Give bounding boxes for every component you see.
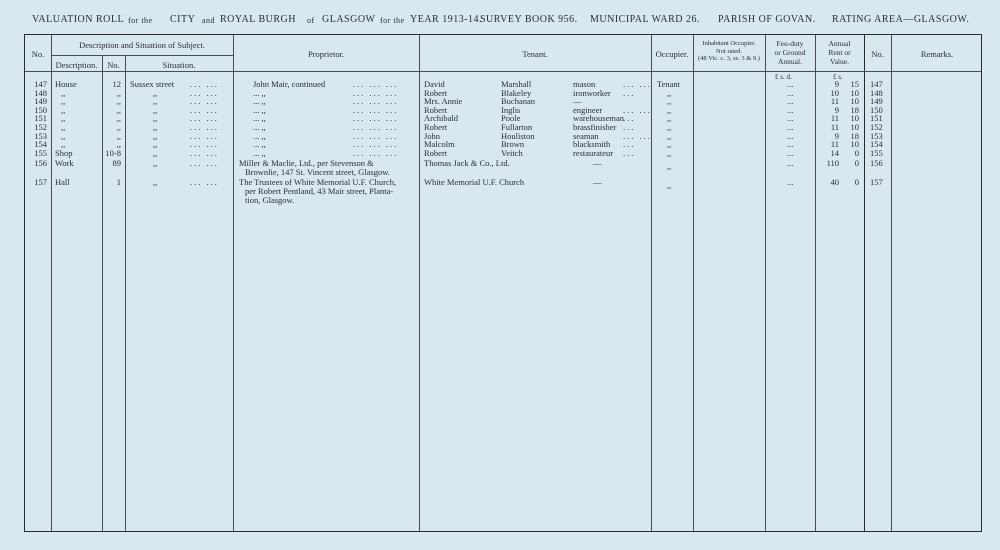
row-situation-dots: ... ... [190, 177, 219, 187]
row-description: Work [55, 158, 74, 168]
row-tenant-last: Houliston [501, 130, 535, 141]
row-situation-dots: ... ... [190, 87, 219, 98]
row-tenant-occupation: ironworker [573, 87, 611, 98]
row-situation-dots: ... ... [190, 139, 219, 150]
row-situation-dots: ... ... [190, 79, 219, 89]
row-tenant-last: Fullarton [501, 122, 533, 132]
row-proprietor-line1: Miller & Maclie, Ltd., per Stevenson & [239, 158, 374, 168]
row-tenant-dots: ... [623, 139, 636, 150]
row-tenant-dots: ... ... [623, 104, 652, 115]
feu-line1: Feu-duty [776, 39, 804, 48]
row-occupier: ,, [667, 147, 672, 158]
row-tenant-occupation: seaman [573, 130, 599, 141]
header-survey: SURVEY BOOK 956. [480, 14, 578, 25]
row-no-right: 152 [870, 122, 883, 132]
row-number: 89 [112, 158, 121, 168]
col-header-no-right: No. [871, 49, 884, 59]
row-situation: ,, [153, 87, 158, 98]
row-situation-dots: ... ... [190, 113, 219, 124]
row-tenant: White Memorial U.F. Church [424, 177, 525, 187]
row-no: 152 [34, 122, 47, 132]
row-no-right: 156 [870, 158, 883, 168]
row-number: ,, [116, 139, 121, 150]
row-no: 156 [34, 158, 47, 168]
row-situation: ,, [153, 130, 158, 141]
row-occupier: ,, [667, 104, 672, 115]
row-situation-dots: ... ... [190, 104, 219, 115]
row-pounds: 9 [834, 104, 839, 115]
col-header-no: No. [31, 49, 45, 59]
row-shillings: 10 [850, 96, 859, 107]
row-tenant-dots: ... ... [623, 79, 652, 89]
row-proprietor: ... ,, [253, 139, 266, 150]
row-occupier: ,, [667, 113, 672, 124]
row-tenant-first: Archibald [424, 113, 458, 124]
row-proprietor-line1: The Trustees of White Memorial U.F. Church, [239, 177, 397, 187]
row-feu-dots: ... [787, 147, 794, 158]
header-burgh: ROYAL BURGH [220, 14, 296, 25]
row-description: ,, [61, 130, 66, 141]
row-no-right: 151 [870, 113, 883, 124]
rent-units: £ s. [833, 73, 843, 81]
row-proprietor-dots: ... ... ... [353, 139, 399, 150]
row-situation-dots: ... ... [190, 158, 219, 168]
col-header-tenant: Tenant. [522, 49, 548, 59]
row-number: 10-8 [105, 147, 121, 158]
row-description: Shop [55, 147, 73, 158]
row-tenant-first: John [424, 130, 441, 141]
row-no: 147 [34, 79, 47, 89]
row-proprietor: ... ,, [253, 147, 266, 158]
col-header-situation: Situation. [162, 60, 196, 70]
feu-line2: or Ground [774, 48, 806, 57]
row-proprietor: ... ,, [253, 87, 266, 98]
row-description: House [55, 79, 77, 89]
col-header-feu [765, 39, 815, 66]
row-proprietor-line2: per Robert Pentland, 43 Mair street, Planta- [245, 186, 394, 196]
header-glasgow: GLASGOW [322, 14, 376, 25]
row-proprietor-dots: ... ... ... [353, 87, 399, 98]
inhabitant-line3: (48 Vic. c. 3, ss. 3 & 9.) [698, 55, 760, 62]
header-title: VALUATION ROLL [32, 14, 125, 25]
row-number: ,, [116, 122, 121, 132]
header-area: RATING AREA—GLASGOW. [832, 14, 970, 25]
row-situation: ,, [153, 177, 158, 187]
valuation-table [24, 34, 982, 532]
row-proprietor-dots: ... ... ... [353, 130, 399, 141]
row-tenant-dots: ... [623, 87, 636, 98]
row-feu-dots: ... [787, 104, 794, 115]
row-situation-dots: ... ... [190, 96, 219, 107]
row-proprietor-line3: tion, Glasgow. [245, 195, 295, 205]
row-situation-dots: ... ... [190, 122, 219, 132]
row-occupier: ,, [667, 139, 672, 150]
row-no-right: 157 [870, 177, 883, 187]
row-tenant-occupation: brassfinisher [573, 122, 617, 132]
row-situation: ,, [153, 147, 158, 158]
row-no-right: 147 [870, 79, 883, 89]
row-situation: ,, [153, 96, 158, 107]
header-parish: PARISH OF GOVAN. [718, 14, 816, 25]
col-header-rent [815, 39, 864, 66]
row-proprietor-dots: ... ... ... [353, 147, 399, 158]
feu-line3: Annual. [778, 57, 802, 66]
row-feu-dots: ... [787, 79, 794, 89]
row-proprietor: John Mair, continued [253, 79, 326, 89]
row-no: 150 [34, 104, 47, 115]
row-shillings: 15 [850, 79, 859, 89]
row-tenant-occupation: restaurateur [573, 147, 614, 158]
row-feu-dots: ... [787, 96, 794, 107]
col-header-description: Description. [55, 60, 98, 70]
row-tenant-first: Robert [424, 122, 448, 132]
row-feu-dots: ... [787, 139, 794, 150]
row-number: ,, [116, 130, 121, 141]
row-shillings: 0 [854, 147, 859, 158]
row-tenant-last: Buchanan [501, 96, 535, 107]
row-situation: ,, [153, 139, 158, 150]
row-tenant-occupation: blacksmith [573, 139, 611, 150]
row-feu-dots: ... [787, 130, 794, 141]
row-description: ,, [61, 122, 66, 132]
row-occupier: ,, [667, 87, 672, 98]
row-occupier: ,, [667, 161, 672, 171]
row-tenant-last: Marshall [501, 79, 532, 89]
row-tenant-dots: ... ... [623, 130, 652, 141]
row-shillings: 0 [854, 158, 859, 168]
row-description: ,, [61, 87, 66, 98]
row-description: Hall [55, 177, 70, 187]
col-header-number: No. [107, 60, 120, 70]
row-no: 151 [34, 113, 47, 124]
row-number: ,, [116, 104, 121, 115]
col-header-group: Description and Situation of Subject. [79, 40, 205, 50]
row-no-right: 154 [870, 139, 883, 150]
row-no-right: 155 [870, 147, 883, 158]
row-tenant-last: Veitch [501, 147, 523, 158]
row-tenant-dots: ... [623, 113, 636, 124]
row-tenant-occupation: — [573, 96, 582, 107]
row-feu-dots: ... [787, 87, 794, 98]
row-number: 12 [112, 79, 121, 89]
header-word: for the [128, 16, 153, 25]
row-shillings: 10 [850, 113, 859, 124]
row-pounds: 11 [830, 122, 839, 132]
row-tenant: Thomas Jack & Co., Ltd. [424, 158, 510, 168]
row-no: 157 [34, 177, 47, 187]
row-tenant-occupation: — [593, 158, 602, 168]
row-proprietor-dots: ... ... ... [353, 113, 399, 124]
row-no: 155 [34, 147, 47, 158]
row-number: 1 [116, 177, 121, 187]
row-proprietor: ... ,, [253, 122, 266, 132]
row-pounds: 110 [826, 158, 839, 168]
row-tenant-occupation: engineer [573, 104, 603, 115]
row-number: ,, [116, 96, 121, 107]
row-pounds: 11 [830, 139, 839, 150]
row-description: ,, [61, 104, 66, 115]
row-shillings: 10 [850, 122, 859, 132]
header-word: for the [380, 16, 405, 25]
page-header [30, 10, 990, 30]
row-tenant-first: Robert [424, 87, 448, 98]
inhabitant-line2: Not rated. [716, 47, 742, 55]
inhabitant-line1: Inhabitant Occupier. [702, 40, 756, 47]
row-situation: ,, [153, 104, 158, 115]
row-tenant-occupation: warehouseman [573, 113, 624, 124]
row-pounds: 14 [830, 147, 839, 158]
row-occupier: Tenant [657, 79, 681, 89]
row-proprietor-line2: Brownlie, 147 St. Vincent street, Glasgow. [245, 167, 390, 177]
row-proprietor-dots: ... ... ... [353, 104, 399, 115]
row-occupier: ,, [667, 122, 672, 132]
row-situation: Sussex street [130, 79, 175, 89]
row-tenant-first: Robert [424, 147, 448, 158]
row-tenant-first: David [424, 79, 445, 89]
row-description: ,, [61, 96, 66, 107]
row-situation-dots: ... ... [190, 130, 219, 141]
row-shillings: 18 [850, 130, 859, 141]
row-tenant-last: Brown [501, 139, 525, 150]
row-shillings: 10 [850, 139, 859, 150]
header-ward: MUNICIPAL WARD 26. [590, 14, 701, 25]
rent-line3: Value. [830, 57, 849, 66]
row-pounds: 40 [830, 177, 839, 187]
row-pounds: 9 [834, 79, 839, 89]
row-proprietor: ... ,, [253, 96, 266, 107]
row-no: 153 [34, 130, 47, 141]
row-feu-dots: ... [787, 177, 794, 187]
row-occupier: ,, [667, 180, 672, 190]
row-tenant-occupation: mason [573, 79, 596, 89]
row-feu-dots: ... [787, 113, 794, 124]
row-tenant-last: Poole [501, 113, 521, 124]
row-no-right: 148 [870, 87, 883, 98]
row-description: ,, [61, 139, 66, 150]
col-header-remarks: Remarks. [920, 49, 954, 59]
row-proprietor-dots: ... ... ... [353, 122, 399, 132]
header-year: YEAR 1913-14. [410, 14, 483, 25]
row-no-right: 149 [870, 96, 883, 107]
row-number: ,, [116, 113, 121, 124]
feu-units: £ s. d. [775, 73, 792, 81]
header-city: CITY [170, 14, 196, 25]
header-word: of [307, 16, 315, 25]
row-proprietor: ... ,, [253, 113, 266, 124]
rent-line2: Rent or [828, 48, 851, 57]
row-tenant-first: Malcolm [424, 139, 455, 150]
row-tenant-first: Robert [424, 104, 448, 115]
row-proprietor: ... ,, [253, 130, 266, 141]
row-no: 154 [34, 139, 47, 150]
col-header-proprietor: Proprietor. [307, 49, 345, 59]
row-proprietor: ... ,, [253, 104, 266, 115]
col-header-inhabitant [693, 40, 765, 63]
row-no: 149 [34, 96, 47, 107]
row-description: ,, [61, 113, 66, 124]
col-header-occupier: Occupier. [655, 49, 689, 59]
row-tenant-first: Mrs. Annie [424, 96, 463, 107]
row-occupier: ,, [667, 96, 672, 107]
row-situation-dots: ... ... [190, 147, 219, 158]
row-shillings: 18 [850, 104, 859, 115]
row-pounds: 9 [834, 130, 839, 141]
rent-line1: Annual [828, 39, 851, 48]
row-pounds: 11 [830, 113, 839, 124]
row-situation: ,, [153, 113, 158, 124]
row-feu-dots: ... [787, 122, 794, 132]
row-tenant-occupation: — [593, 177, 602, 187]
row-proprietor-dots: ... ... ... [353, 96, 399, 107]
row-feu-dots: ... [787, 158, 794, 168]
row-tenant-dots: ... [623, 122, 636, 132]
row-tenant-last: Blakeley [501, 87, 532, 98]
row-situation: ,, [153, 122, 158, 132]
row-no: 148 [34, 87, 47, 98]
header-word: and [202, 16, 216, 25]
row-no-right: 153 [870, 130, 883, 141]
row-tenant-dots: ... [623, 147, 636, 158]
row-shillings: 0 [854, 177, 859, 187]
row-no-right: 150 [870, 104, 883, 115]
row-pounds: 11 [830, 96, 839, 107]
row-proprietor-dots: ... ... ... [353, 79, 399, 89]
row-tenant-last: Inglis [501, 104, 521, 115]
row-shillings: 10 [850, 87, 859, 98]
row-occupier: ,, [667, 130, 672, 141]
row-number: ,, [116, 87, 121, 98]
row-pounds: 10 [830, 87, 839, 98]
row-situation: ,, [153, 158, 158, 168]
